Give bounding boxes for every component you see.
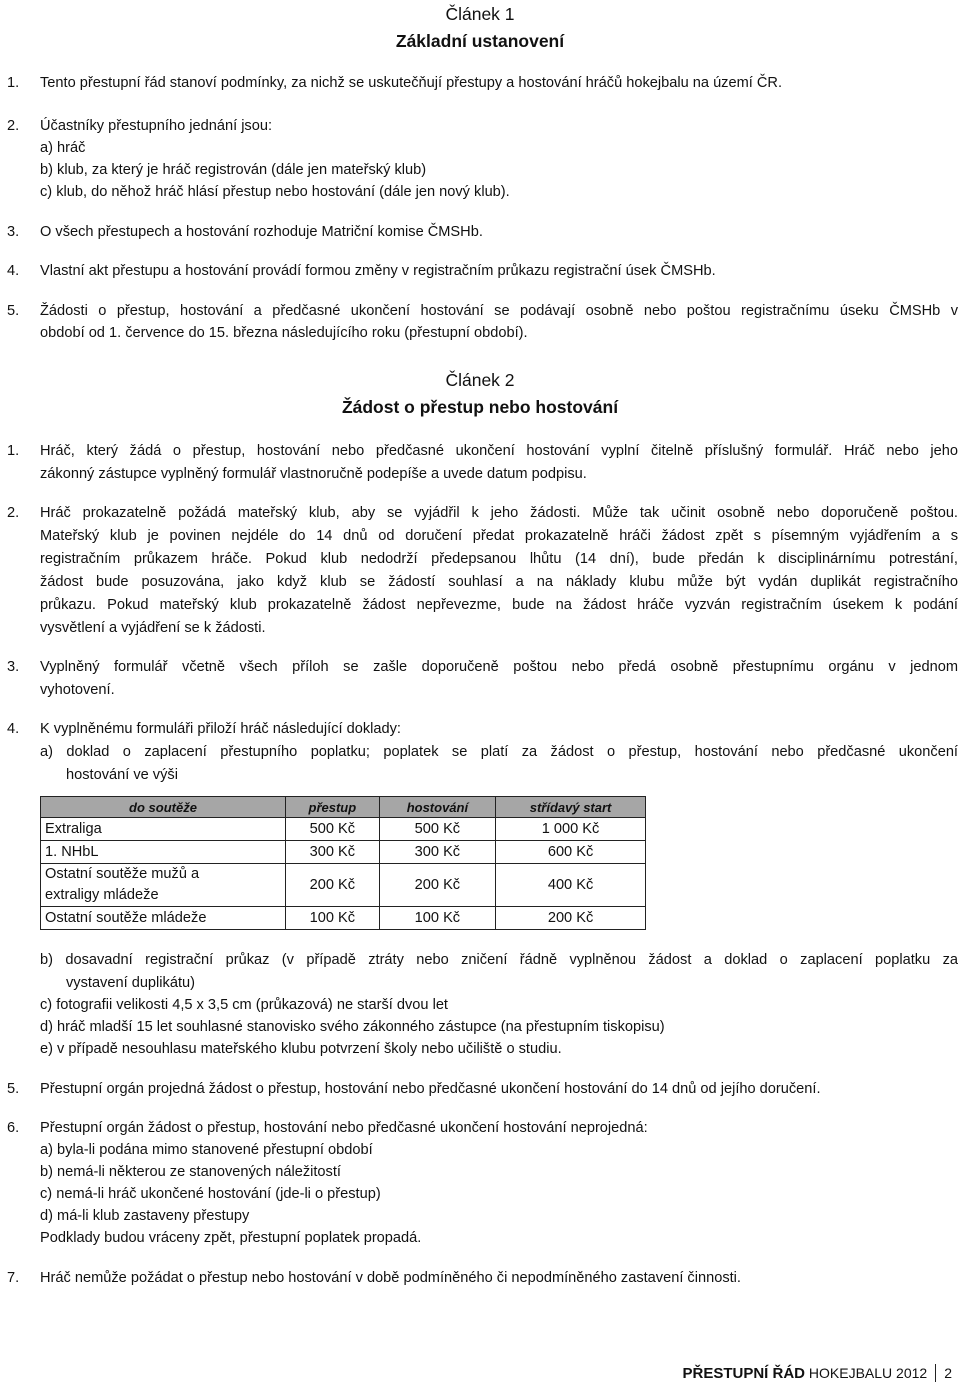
a2-num-7: 7.: [7, 1270, 20, 1286]
a2-p2-line: vysvětlení a vyjádření se k žádosti.: [40, 620, 266, 636]
a2-p4-line: K vyplněnému formuláři přiloží hráč následující doklady:: [40, 721, 401, 737]
article1-subtitle: Základní ustanovení: [395, 31, 565, 51]
table-cell: 500 Kč: [379, 818, 495, 841]
page-number: 2: [944, 1365, 952, 1381]
a1-num-1: 1.: [7, 75, 20, 91]
a1-item-2-line: a) hráč: [40, 140, 86, 156]
table-cell: Extraliga: [41, 818, 286, 841]
table-cell: 500 Kč: [286, 818, 380, 841]
a2-p6-line: c) nemá-li hráč ukončené hostování (jde-li o přestup): [40, 1186, 381, 1202]
cell-line: Ostatní soutěže mužů a: [45, 866, 200, 882]
table-cell: 200 Kč: [286, 864, 380, 907]
a2-p3-line: vyhotovení.: [40, 682, 115, 698]
a2-p4b-line: d) hráč mladší 15 let souhlasné stanovisko svého zákonného zástupce (na přestupním tiskopisu): [40, 1019, 665, 1035]
a2-num-3: 3.: [7, 659, 20, 675]
a1-num-2: 2.: [7, 118, 20, 134]
cell-line: extraligy mládeže: [45, 887, 159, 903]
table-cell: 300 Kč: [286, 841, 380, 864]
fee-table-header: [41, 797, 646, 818]
a2-p2-line: Mateřský klub je povinen nejdéle do 14 dnů od doručení předat prokazatelně hráči žádost zpět s písemným vyjádřením a s: [40, 528, 958, 544]
table-row: [41, 841, 646, 864]
a2-num-2: 2.: [7, 505, 20, 521]
footer-title: PŘESTUPNÍ ŘÁD: [682, 1365, 806, 1382]
a2-p5: Přestupní orgán projedná žádost o přestup, hostování nebo předčasné ukončení hostování do 14 dnů od jejího doručení.: [40, 1081, 821, 1097]
a1-item-2-line: c) klub, do něhož hráč hlásí přestup nebo hostování (dále jen nový klub).: [40, 184, 510, 200]
col-header: střídavý start: [496, 797, 646, 818]
table-cell: 1. NHbL: [41, 841, 286, 864]
table-row: [41, 864, 646, 907]
a2-p2-line: Hráč prokazatelně požádá mateřský klub, aby se vyjádřil k jeho žádosti. Může tak učinit osobně nebo doporučeně poštou.: [40, 505, 958, 521]
a2-p4b-line: vystavení duplikátu): [66, 975, 195, 991]
table-row: [41, 907, 646, 930]
table-row: [41, 818, 646, 841]
table-cell: 600 Kč: [496, 841, 646, 864]
footer-divider: [935, 1364, 936, 1382]
page-footer: [683, 1364, 953, 1382]
a1-item-5-line: období od 1. července do 15. března následujícího roku (přestupní období).: [40, 325, 528, 341]
table-cell: 200 Kč: [379, 864, 495, 907]
a2-p7: Hráč nemůže požádat o přestup nebo hostování v době podmíněného či nepodmíněného zastavení činnosti.: [40, 1270, 741, 1286]
article1-title: Článek 1: [445, 4, 515, 24]
a1-num-3: 3.: [7, 224, 20, 240]
a2-p4-line: hostování ve výši: [66, 767, 178, 783]
a1-item-1: Tento přestupní řád stanoví podmínky, za nichž se uskutečňují přestupy a hostování hráčů hokejbalu na území ČR.: [40, 75, 782, 91]
a2-p4b-line: e) v případě nesouhlasu mateřského klubu potvrzení školy nebo učiliště o studiu.: [40, 1041, 562, 1057]
fee-table: [40, 796, 646, 930]
a2-p4-line: a) doklad o zaplacení přestupního poplatku; poplatek se platí za žádost o přestup, hostování nebo předčasné ukončení: [40, 744, 958, 760]
a2-p2-line: průkazu. Pokud mateřský klub prokazatelně žádost nepřevezme, bude na žádost hráče vyzván registračním úsekem k podání: [40, 597, 958, 613]
a1-item-5-line: Žádosti o přestup, hostování a předčasné ukončení hostování se podávají osobně nebo poštou registračnímu úseku ČMSHb v: [40, 303, 958, 319]
a2-p3-line: Vyplněný formulář včetně všech příloh se zašle doporučeně poštou nebo předá osobně přestupnímu orgánu v jednom: [40, 659, 958, 675]
table-cell: Ostatní soutěže mládeže: [41, 907, 286, 930]
table-cell: 100 Kč: [286, 907, 380, 930]
article2-subtitle: Žádost o přestup nebo hostování: [341, 397, 619, 417]
a1-item-2-line: Účastníky přestupního jednání jsou:: [40, 118, 273, 134]
a1-item-4: Vlastní akt přestupu a hostování provádí formou změny v registračním průkazu registrační úsek ČMSHb.: [40, 263, 716, 279]
a2-num-6: 6.: [7, 1120, 20, 1136]
col-header: hostování: [379, 797, 495, 818]
table-cell: 200 Kč: [496, 907, 646, 930]
table-cell: [41, 864, 286, 907]
a1-item-3: O všech přestupech a hostování rozhoduje Matriční komise ČMSHb.: [40, 224, 483, 240]
table-cell: 1 000 Kč: [496, 818, 646, 841]
table-cell: 400 Kč: [496, 864, 646, 907]
a2-p6-line: Podklady budou vráceny zpět, přestupní poplatek propadá.: [40, 1230, 422, 1246]
a2-p1-line: zákonný zástupce vyplněný formulář vlastnoručně podepíše a uvede datum podpisu.: [40, 466, 587, 482]
col-header: do soutěže: [41, 797, 286, 818]
a1-num-4: 4.: [7, 263, 20, 279]
a2-p1-line: Hráč, který žádá o přestup, hostování nebo předčasné ukončení hostování vyplní čitelně příslušný formulář. Hráč nebo jeho: [40, 443, 958, 459]
a2-p4b-line: b) dosavadní registrační průkaz (v případě ztráty nebo zničení řádně vyplněnou žádost a doklad o zaplacení poplatku za: [40, 952, 958, 968]
a2-p6-line: a) byla-li podána mimo stanovené přestupní období: [40, 1142, 373, 1158]
col-header: přestup: [286, 797, 380, 818]
article2-title: Článek 2: [445, 370, 515, 390]
a2-num-5: 5.: [7, 1081, 20, 1097]
a2-num-1: 1.: [7, 443, 20, 459]
a2-p4b-line: c) fotografii velikosti 4,5 x 3,5 cm (průkazová) ne starší dvou let: [40, 997, 448, 1013]
table-cell: 100 Kč: [379, 907, 495, 930]
table-cell: 300 Kč: [379, 841, 495, 864]
a1-num-5: 5.: [7, 303, 20, 319]
a2-p2-line: žádost bude posuzována, jako když klub se žádostí souhlasí a na náklady klubu může být vydán duplikát registračního: [40, 574, 958, 590]
a2-p6-line: Přestupní orgán žádost o přestup, hostování nebo předčasné ukončení hostování neprojedná:: [40, 1120, 648, 1136]
a2-p2-line: registračním průkazem hráče. Pokud klub nedodrží předepsanou lhůtu (14 dní), bude předán k disciplinárnímu potrestání,: [40, 551, 958, 567]
a2-p6-line: b) nemá-li některou ze stanovených náležitostí: [40, 1164, 341, 1180]
a2-num-4: 4.: [7, 721, 20, 737]
a1-item-2-line: b) klub, za který je hráč registrován (dále jen mateřský klub): [40, 162, 427, 178]
footer-subtitle: HOKEJBALU 2012: [808, 1365, 928, 1381]
a2-p6-line: d) má-li klub zastaveny přestupy: [40, 1208, 250, 1224]
